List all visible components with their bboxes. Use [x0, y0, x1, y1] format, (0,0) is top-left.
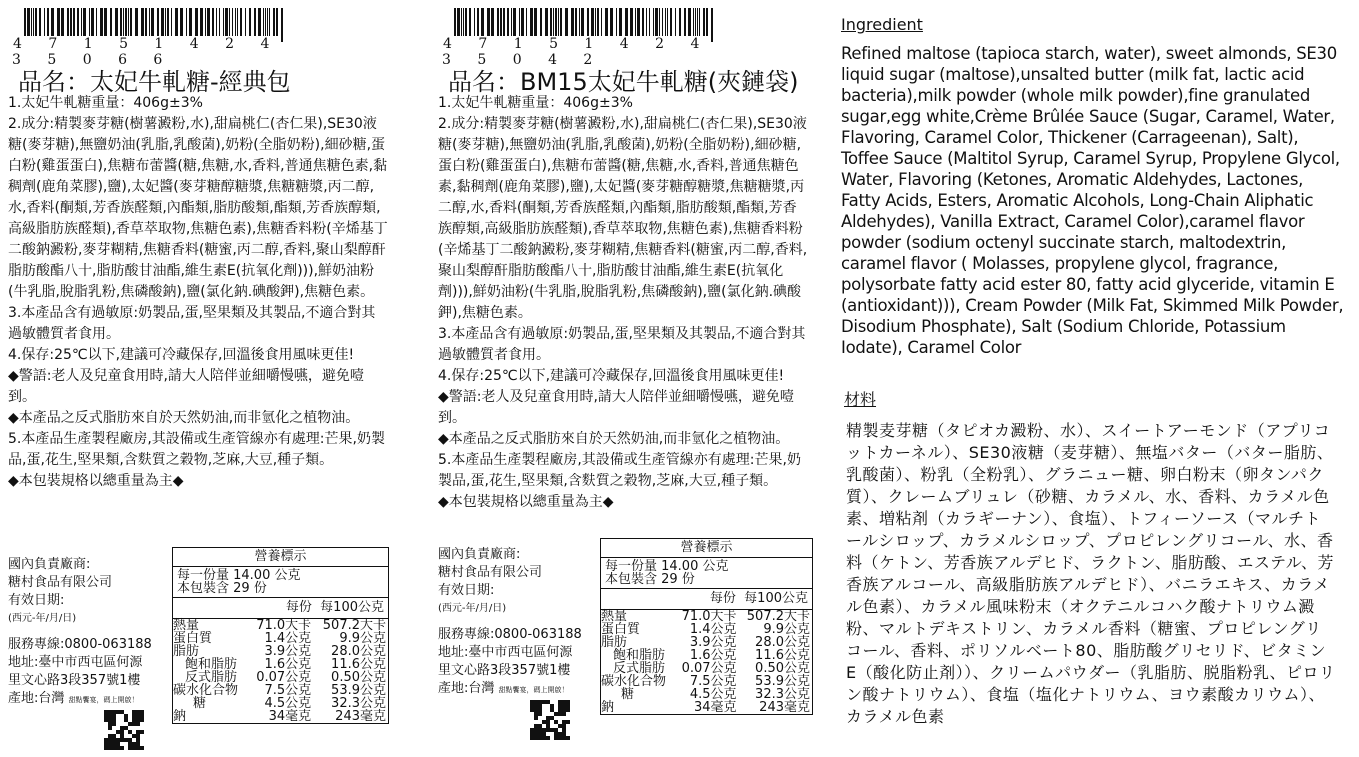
nutrient-per-100g: 0.50公克 [331, 670, 386, 685]
english-ingredients: Refined maltose (tapioca starch, water), sweet almonds, SE30 liquid sugar (maltose),unsalted butter (milk fat, lactic acid bacteria),milk powder (whole milk powder),fine granulated sugar,egg white,Crème Brûlée Sauce (Sugar, Caramel, Water, Flavoring, Caramel Color, Thickener (Carrageenan), Salt), Toffee Sauce (Maltitol Syrup, Caramel Syrup, Propylene Glycol, Water, Flavoring (Ketones, Aromatic Aldehydes, Lactones, Fatty Acids, Esters, Aromatic Alcohols, Long-Chain Aliphatic Aldehydes), Vanilla Extract, Caramel Color),caramel flavor powder (sodium octenyl succinate starch, maltodextrin, caramel flavor ( Molasses, propylene glycol, fragrance, polysorbate fatty acid ester 80, fatty acid glyceride, vitamin E (antioxidant))), Cream Powder (Milk Fat, Skimmed Milk Powder, Disodium Phosphate), Salt (Sodium Chloride, Potassium Iodate), Caramel Color [841, 44, 1344, 357]
nutrient-per-100g: 53.9公克 [331, 683, 386, 698]
nutrient-name: 飽和脂肪 [185, 657, 238, 672]
allergen-line: 3.本產品含有過敏原:奶製品,蛋,堅果類及其製品,不適合對其過敏體質者食用。 [8, 305, 376, 342]
barcode-number: 4 7 1 5 1 4 2 4 3 5 0 6 6 [12, 36, 281, 68]
serving-info: 每一份量 14.00 公克 本包裝含 29 份 [173, 567, 388, 598]
nutrition-facts [172, 547, 389, 724]
facility-line: 5.本產品生產製程廠房,其設備或生產管線亦有處理:芒果,奶製品,蛋,花生,堅果類,含麩質之穀物,芝麻,大豆,種子類。 [8, 431, 385, 468]
barcode [436, 8, 716, 68]
product-title: 品名：BM15太妃牛軋糖(夾鏈袋) [448, 68, 799, 96]
nutrient-per-100g: 507.2大卡 [746, 609, 810, 624]
nutrient-name: 鈉 [173, 709, 187, 724]
nutrient-per-serving: 34毫克 [268, 709, 312, 724]
nutrient-per-serving: 3.9公克 [264, 644, 312, 659]
nutrient-name: 蛋白質 [173, 631, 213, 646]
ingredient-translations [838, 0, 1359, 757]
product-info [438, 93, 810, 513]
nutrition-facts [600, 538, 813, 715]
nutrient-per-100g: 32.3公克 [331, 696, 386, 711]
nutrient-name: 糖 [621, 687, 635, 702]
nutrient-per-serving: 7.5公克 [689, 674, 737, 689]
nutrient-per-100g: 243毫克 [759, 700, 810, 715]
nutrient-per-serving: 3.9公克 [689, 635, 737, 650]
nutrient-per-serving: 0.07公克 [256, 670, 312, 685]
nutrient-per-100g: 11.6公克 [331, 657, 386, 672]
nutrient-per-100g: 28.0公克 [331, 644, 386, 659]
nutrient-name: 碳水化合物 [173, 683, 239, 698]
product-title: 品名：太妃牛軋糖-經典包 [18, 68, 291, 96]
nutrition-row [601, 701, 812, 714]
nutrient-name: 反式脂肪 [185, 670, 238, 685]
nutrient-per-serving: 1.6公克 [264, 657, 312, 672]
nutrient-per-100g: 507.2大卡 [322, 618, 386, 633]
trans-fat-line: ◆本產品之反式脂肪來自於天然奶油,而非氫化之植物油。 [438, 431, 790, 447]
nutrient-per-serving: 4.5公克 [689, 687, 737, 702]
nutrient-per-serving: 1.4公克 [689, 622, 737, 637]
nutrient-name: 糖 [193, 696, 207, 711]
nutrition-table [173, 619, 388, 723]
nutrient-per-100g: 53.9公克 [755, 674, 810, 689]
nutrient-name: 脂肪 [601, 635, 628, 650]
nutrient-per-serving: 71.0大卡 [256, 618, 312, 633]
nutrient-per-100g: 0.50公克 [755, 661, 810, 676]
package-line: ◆本包裝規格以總重量為主◆ [438, 494, 614, 510]
manufacturer-info: 國內負責廠商: 糖村食品有限公司 有效日期: (西元-年/月/日) 服務專線:0800-063188 地址:臺中市西屯區何源 里文心路3段357號1樓 產地:台灣 甜點饗宴，碼上開啟！ [438, 547, 582, 696]
nutrient-per-100g: 11.6公克 [755, 648, 810, 663]
weight-line: 1.太妃牛軋糖重量：406g±3% [8, 95, 203, 111]
nutrient-per-100g: 9.9公克 [339, 631, 386, 646]
facility-line: 5.本產品生產製程廠房,其設備或生產管線亦有處理:芒果,奶製品,蛋,花生,堅果類,含麩質之穀物,芝麻,大豆,種子類。 [438, 452, 801, 489]
nutrient-per-serving: 7.5公克 [264, 683, 312, 698]
weight-line: 1.太妃牛軋糖重量：406g±3% [438, 95, 633, 111]
nutrient-per-serving: 34毫克 [694, 700, 737, 715]
nutrient-per-100g: 28.0公克 [755, 635, 810, 650]
nutrient-name: 熱量 [173, 618, 200, 633]
nutrient-per-serving: 1.4公克 [264, 631, 312, 646]
nutrition-column-header: 每份 每100公克 [173, 598, 388, 619]
nutrition-table [601, 610, 812, 714]
japanese-ingredients: 精製麦芽糖（タピオカ澱粉、水）、スイートアーモンド（アプリコットカーネル）、SE30液糖（麦芽糖）、無塩バター（バター脂肪、乳酸菌）、粉乳（全粉乳）、グラニュー糖、卵白粉末（卵タンパク質）、クレームブリュレ（砂糖、カラメル、水、香料、カラメル色素、増粘剤（カラギーナン）、食塩）、トフィーソース（マルチトールシロップ、カラメルシロップ、プロピレングリコール、水、香料（ケトン、芳香族アルデヒド、ラクトン、脂肪酸、エステル、芳香族アルコール、高級脂肪族アルデヒド）、バニラエキス、カラメル色素）、カラメル風味粉末（オクテニルコハク酸ナトリウム澱粉、マルトデキストリン、カラメル香料（糖蜜、プロピレングリコール、香料、ポリソルベート80、脂肪酸グリセリド、ビタミンE（酸化防止剤））、クリームパウダー（乳脂肪、脱脂粉乳、ピロリン酸ナトリウム）、食塩（塩化ナトリウム、ヨウ素酸カリウム）、カラメル色素 [846, 421, 1336, 726]
nutrient-name: 蛋白質 [601, 622, 641, 637]
nutrition-column-header: 每份 每100公克 [601, 589, 812, 610]
nutrient-per-serving: 1.6公克 [689, 648, 737, 663]
product-label-classic [0, 0, 405, 757]
nutrition-title: 營養標示 [173, 548, 388, 567]
nutrient-name: 熱量 [601, 609, 628, 624]
storage-line: 4.保存:25℃以下,建議可冷藏保存,回溫後食用風味更佳! [438, 368, 785, 384]
manufacturer-info: 國內負責廠商: 糖村食品有限公司 有效日期: (西元-年/月/日) 服務專線:0800-063188 地址:臺中市西屯區何源 里文心路3段357號1樓 產地:台灣 甜點饗宴，碼上開啟！ [8, 557, 152, 706]
nutrient-name: 脂肪 [173, 644, 200, 659]
product-label-zipper-bag [430, 0, 825, 757]
product-info [8, 93, 388, 492]
nutrient-name: 飽和脂肪 [613, 648, 666, 663]
nutrient-per-serving: 0.07公克 [681, 661, 737, 676]
ingredients-line: 2.成分:精製麥芽糖(樹薯澱粉,水),甜扁桃仁(杏仁果),SE30液糖(麥芽糖),無鹽奶油(乳脂,乳酸菌),奶粉(全脂奶粉),細砂糖,蛋白粉(雞蛋蛋白),焦糖布蕾醬(糖,焦糖,水,香料,普通焦糖色素,黏稠劑(鹿角菜膠),鹽),太妃醬(麥芽糖醇糖漿,焦糖糖漿,丙二醇,水,香料(酮類,芳香族醛類,內酯類,脂肪酸類,酯類,芳香族醇類,高級脂肪族醛類),香草萃取物,焦糖色素),焦糖香料粉(辛烯基丁二酸鈉澱粉,麥芽糊精,焦糖香料(糖蜜,丙二醇,香料,聚山梨醇酐脂肪酸酯八十,脂肪酸甘油酯,維生素E(抗氧化劑))),鮮奶油粉(牛乳脂,脫脂乳粉,焦磷酸鈉),鹽(氯化鈉.碘酸鉀),焦糖色素。 [438, 116, 808, 321]
nutrient-per-serving: 4.5公克 [264, 696, 312, 711]
nutrient-per-100g: 243毫克 [335, 709, 386, 724]
barcode [6, 8, 286, 68]
warning-line: ◆警語:老人及兒童食用時,請大人陪伴並細嚼慢嚥，避免噎到。 [8, 368, 364, 405]
nutrient-per-100g: 9.9公克 [763, 622, 810, 637]
english-heading: Ingredient [841, 15, 923, 34]
trans-fat-line: ◆本產品之反式脂肪來自於天然奶油,而非氫化之植物油。 [8, 410, 360, 426]
nutrition-title: 營養標示 [601, 539, 812, 558]
nutrient-name: 鈉 [601, 700, 615, 715]
allergen-line: 3.本產品含有過敏原:奶製品,蛋,堅果類及其製品,不適合對其過敏體質者食用。 [438, 326, 806, 363]
nutrient-per-serving: 71.0大卡 [681, 609, 737, 624]
barcode-number: 4 7 1 5 1 4 2 4 3 5 0 4 2 [442, 36, 711, 68]
qr-code-icon [104, 710, 144, 750]
storage-line: 4.保存:25℃以下,建議可冷藏保存,回溫後食用風味更佳! [8, 347, 355, 363]
nutrient-per-100g: 32.3公克 [755, 687, 810, 702]
ingredients-line: 2.成分:精製麥芽糖(樹薯澱粉,水),甜扁桃仁(杏仁果),SE30液糖(麥芽糖),無鹽奶油(乳脂,乳酸菌),奶粉(全脂奶粉),細砂糖,蛋白粉(雞蛋蛋白),焦糖布蕾醬(糖,焦糖,水,香料,普通焦糖色素,黏稠劑(鹿角菜膠),鹽),太妃醬(麥芽糖醇糖漿,焦糖糖漿,丙二醇,水,香料(酮類,芳香族醛類,內酯類,脂肪酸類,酯類,芳香族醇類,高級脂肪族醛類),香草萃取物,焦糖色素),焦糖香料粉(辛烯基丁二酸鈉澱粉,麥芽糊精,焦糖香料(糖蜜,丙二醇,香料,聚山梨醇酐脂肪酸酯八十,脂肪酸甘油酯,維生素E(抗氧化劑))),鮮奶油粉(牛乳脂,脫脂乳粉,焦磷酸鈉),鹽(氯化鈉.碘酸鉀),焦糖色素。 [8, 116, 388, 300]
serving-info: 每一份量 14.00 公克 本包裝含 29 份 [601, 558, 812, 589]
nutrient-name: 反式脂肪 [613, 661, 666, 676]
japanese-heading: 材料 [844, 390, 877, 409]
qr-code-icon [530, 700, 570, 740]
nutrition-row [173, 710, 388, 723]
package-line: ◆本包裝規格以總重量為主◆ [8, 473, 184, 489]
warning-line: ◆警語:老人及兒童食用時,請大人陪伴並細嚼慢嚥，避免噎到。 [438, 389, 794, 426]
nutrient-name: 碳水化合物 [601, 674, 667, 689]
